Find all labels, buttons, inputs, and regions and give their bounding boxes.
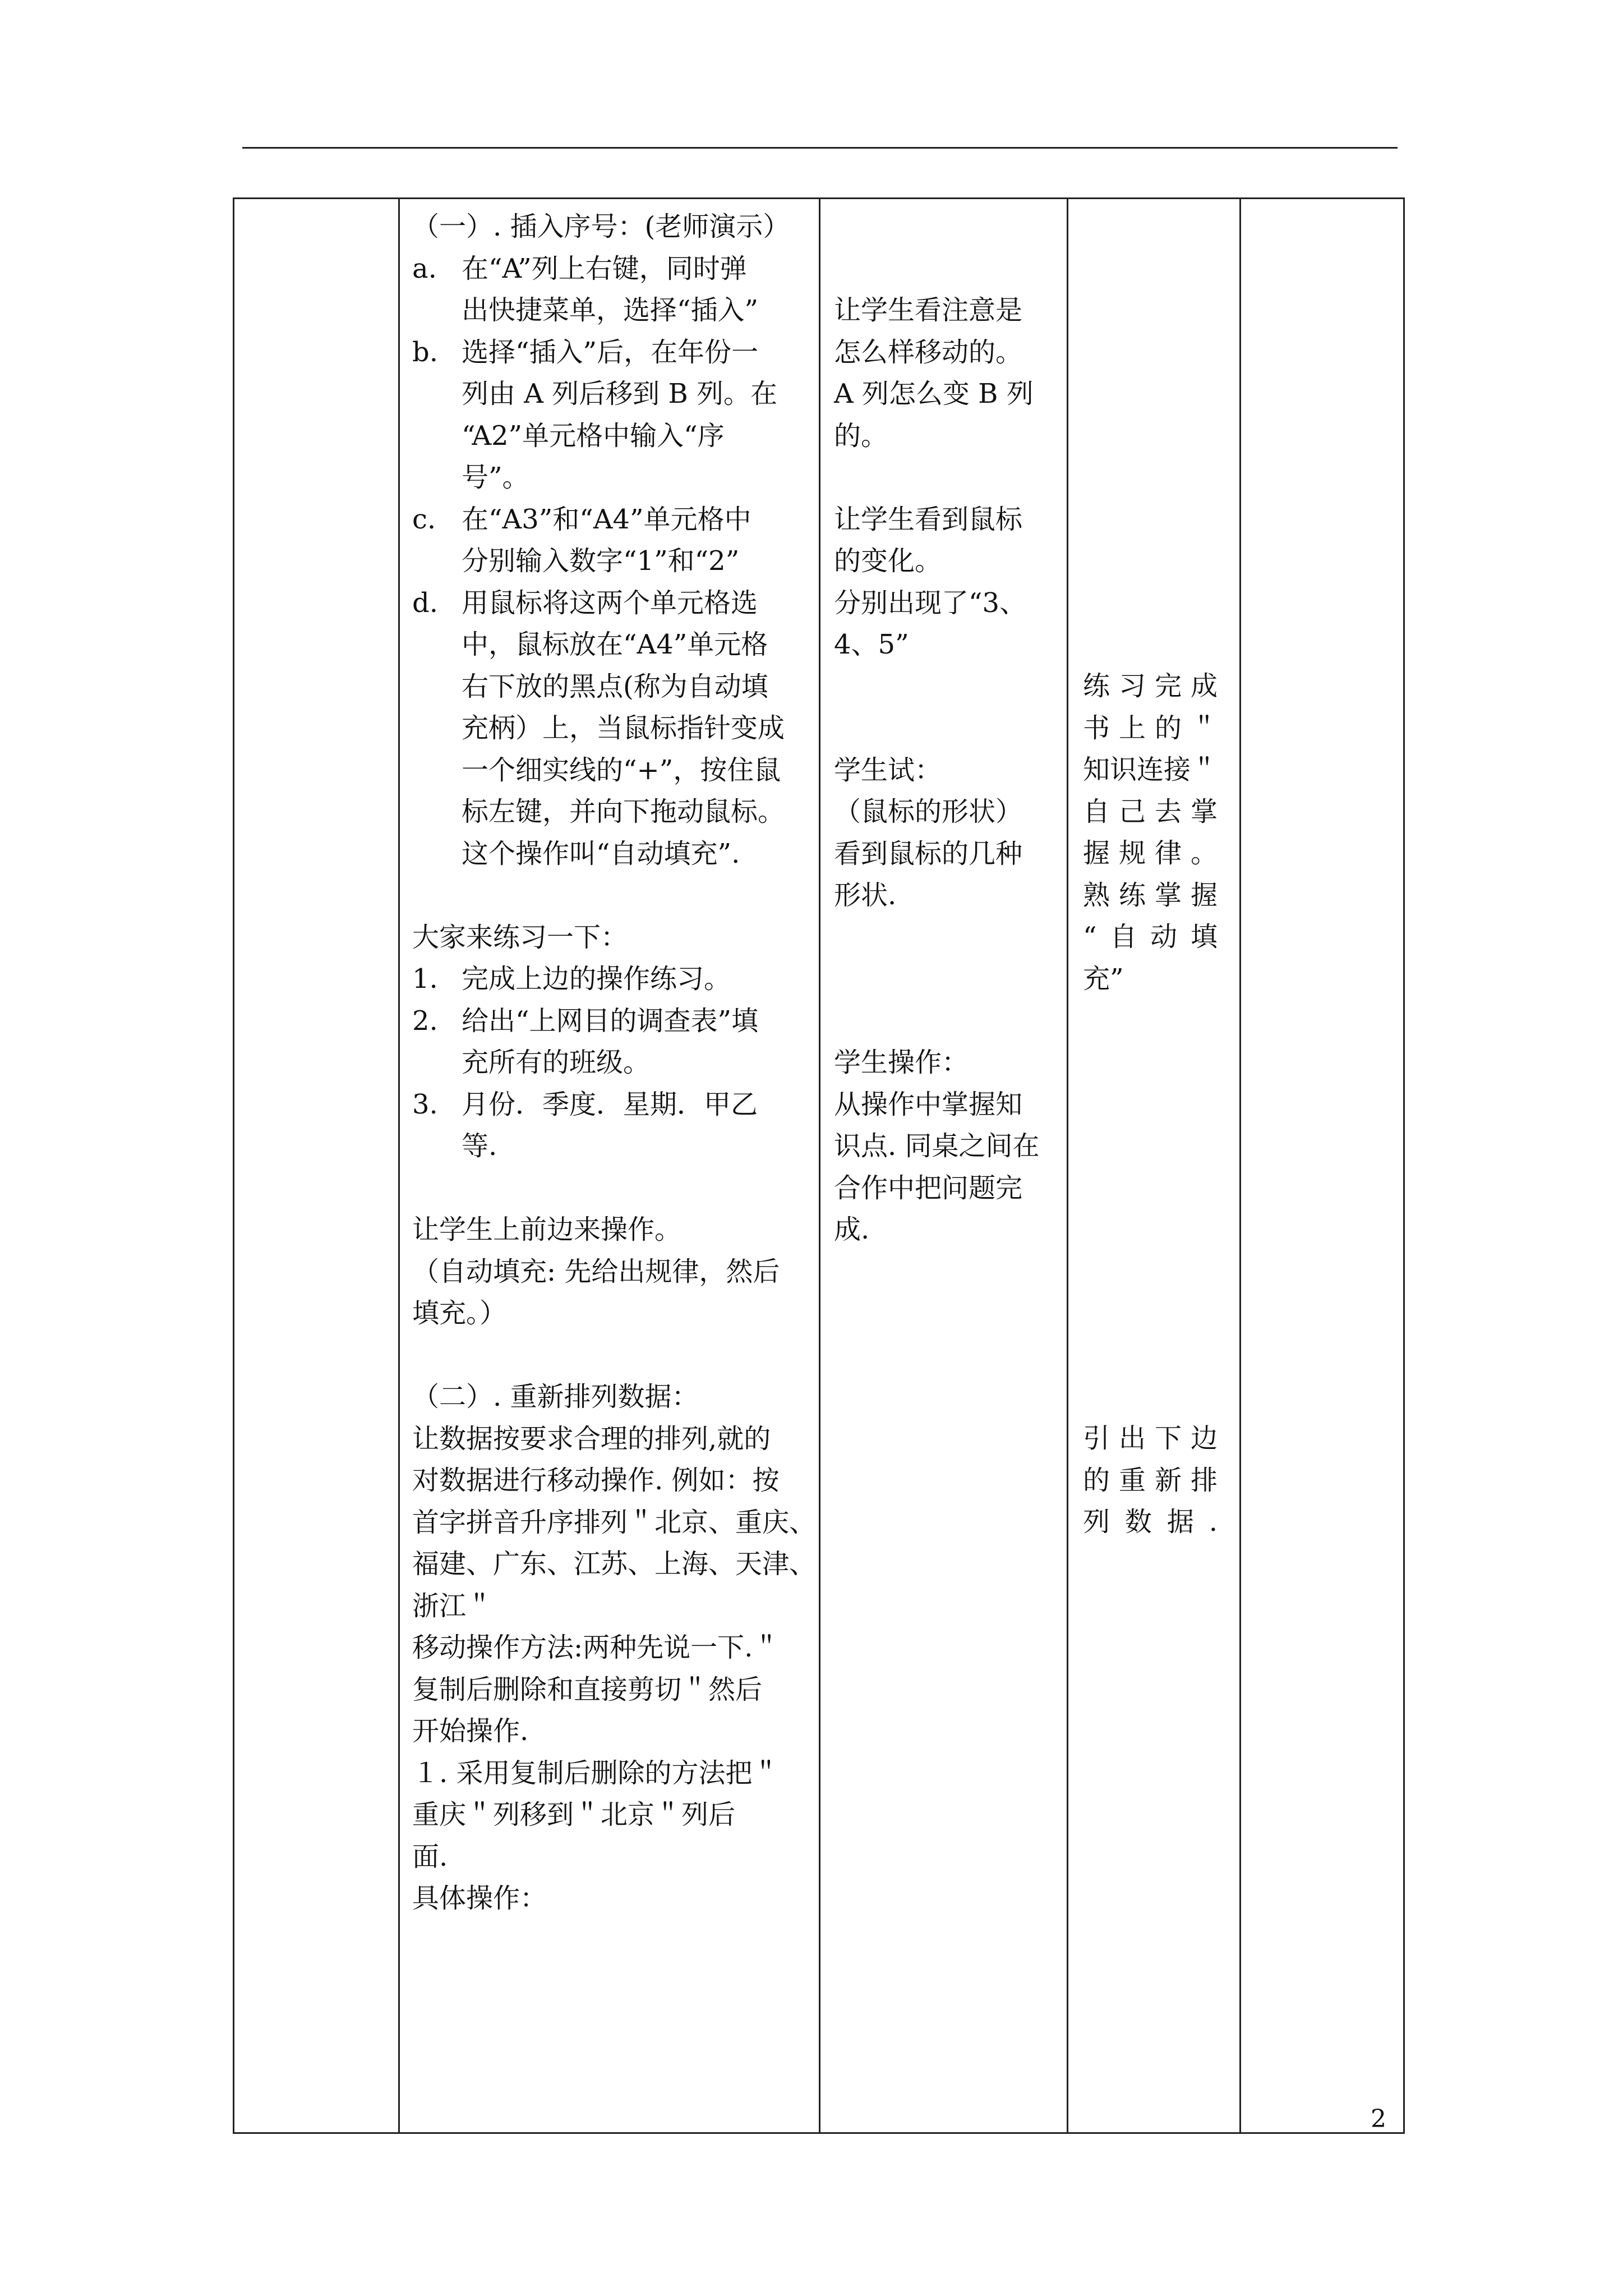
line-text: 在“A3”和“A4”单元格中: [462, 503, 751, 535]
line-text: 标左键，并向下拖动鼠标。: [462, 796, 785, 827]
content-line: [412, 1627, 805, 1669]
list-marker: b.: [412, 336, 438, 368]
content-line: [412, 540, 805, 582]
content-line: [412, 499, 805, 541]
line-text: 完成上边的操作练习。: [462, 963, 731, 995]
line-text: 具体操作：: [412, 1883, 547, 1914]
design-intent-line: [1083, 1334, 1229, 1376]
student-activity-line: 学生试：: [834, 754, 942, 786]
line-text: 开始操作.: [412, 1715, 529, 1747]
design-intent-line: 握 规 律 。: [1083, 838, 1218, 869]
line-text: 用鼠标将这两个单元格选: [462, 587, 758, 619]
student-activity-line: 识点. 同桌之间在: [834, 1130, 1040, 1162]
line-text: 号”。: [462, 462, 529, 493]
content-line: [412, 1376, 805, 1418]
line-text: （二）. 重新排列数据：: [412, 1381, 699, 1412]
line-text: （自动填充: 先给出规律，然后: [412, 1255, 780, 1287]
line-text: 在“A”列上右键，同时弹: [462, 252, 747, 284]
design-intent-line: 自 己 去 掌: [1083, 795, 1218, 827]
student-activity-line: 成.: [834, 1214, 870, 1245]
student-activity-line: 4、5”: [834, 629, 909, 660]
line-text: 首字拼音升序排列＂北京、重庆、: [412, 1506, 817, 1538]
content-line: [412, 917, 805, 959]
design-intent-line: 熟 练 掌 握: [1083, 879, 1218, 911]
table-column-design-intent: [1067, 199, 1239, 2132]
student-activity-lines: [834, 289, 1058, 1251]
design-intent-line: 引 出 下 边: [1083, 1423, 1218, 1454]
content-line: [412, 958, 805, 1000]
student-activity-line: 怎么样移动的。: [834, 336, 1023, 368]
content-line: [412, 833, 805, 875]
line-text: 充所有的班级。: [462, 1047, 651, 1078]
content-line: [412, 289, 805, 332]
design-intent-line: 的 重 新 排: [1083, 1464, 1218, 1496]
line-text: 面.: [412, 1841, 448, 1872]
student-activity-line: [834, 1000, 1058, 1042]
student-activity-line: A 列怎么变 B 列: [834, 378, 1034, 409]
table-column-teaching-content: [398, 199, 819, 2132]
line-text: 填充。）: [412, 1297, 507, 1329]
content-line: [412, 624, 805, 666]
line-text: 移动操作方法:两种先说一下.＂: [412, 1632, 780, 1663]
content-line: [412, 1752, 805, 1795]
list-marker: d.: [412, 587, 438, 619]
content-line: [412, 1878, 805, 1920]
design-intent-line: [1083, 1125, 1229, 1167]
content-line: [412, 1251, 805, 1293]
design-intent-lines: [1083, 665, 1229, 1543]
lesson-plan-table: [233, 197, 1405, 2134]
list-marker: a.: [412, 252, 437, 284]
line-text: 右下放的黑点(称为自动填: [462, 670, 768, 702]
table-column-student-activity: [819, 199, 1067, 2132]
student-activity-line: 合作中把问题完: [834, 1172, 1023, 1204]
line-text: 复制后删除和直接剪切＂然后: [412, 1673, 763, 1705]
line-text: 选择“插入”后，在年份一: [462, 336, 759, 368]
content-line: [412, 373, 805, 415]
student-activity-line: （鼠标的形状）: [834, 796, 1023, 827]
content-line: [412, 875, 805, 917]
content-line: [412, 1710, 805, 1752]
content-line: [412, 1836, 805, 1878]
design-intent-line: 书 上 的 ＂: [1083, 712, 1218, 744]
student-activity-line: 看到鼠标的几种: [834, 838, 1023, 869]
content-line: [412, 1000, 805, 1042]
line-text: 等.: [462, 1130, 497, 1162]
content-line: [412, 332, 805, 374]
table-column-empty-right: [1239, 199, 1403, 2132]
student-activity-line: 形状.: [834, 880, 897, 911]
line-text: 重庆＂列移到＂北京＂列后: [412, 1799, 736, 1830]
student-activity-line: 的。: [834, 420, 888, 452]
student-activity-line: 学生操作：: [834, 1047, 969, 1078]
line-text: 福建、广东、江苏、上海、天津、: [412, 1548, 817, 1580]
design-intent-line: 充”: [1083, 963, 1124, 995]
line-text: 中，鼠标放在“A4”单元格: [462, 629, 768, 660]
line-text: 列由 A 列后移到 B 列。在: [462, 378, 777, 409]
design-intent-line: [1083, 1000, 1229, 1042]
student-activity-line: 的变化。: [834, 545, 942, 577]
content-line: [412, 1669, 805, 1711]
line-text: 给出“上网目的调查表”填: [462, 1005, 759, 1037]
content-line: [412, 666, 805, 708]
line-text: 一个细实线的“+”，按住鼠: [462, 754, 781, 786]
student-activity-line: 从操作中掌握知: [834, 1088, 1023, 1120]
student-activity-line: [834, 457, 1058, 499]
content-line: [412, 1794, 805, 1836]
list-marker: 1.: [412, 963, 438, 995]
design-intent-line: [1083, 1167, 1229, 1209]
line-text: 分别输入数字“1”和“2”: [462, 545, 740, 577]
content-line: [412, 1543, 817, 1585]
line-text: １. 采用复制后删除的方法把＂: [412, 1757, 780, 1789]
line-text: 对数据进行移动操作. 例如：按: [412, 1465, 780, 1496]
design-intent-line: [1083, 1376, 1229, 1418]
content-line: [412, 707, 805, 749]
table-column-empty-left: [234, 199, 398, 2132]
line-text: 浙江＂: [412, 1590, 494, 1622]
list-marker: 2.: [412, 1005, 438, 1037]
line-text: 让数据按要求合理的排列,就的: [412, 1423, 771, 1455]
content-line: [412, 1167, 805, 1209]
content-line: [412, 1209, 805, 1251]
content-line: [412, 1292, 805, 1335]
design-intent-line: [1083, 1042, 1229, 1084]
student-activity-line: [834, 707, 1058, 749]
design-intent-line: [1083, 1250, 1229, 1292]
list-marker: 3.: [412, 1088, 438, 1120]
content-line: [412, 1042, 805, 1084]
line-text: 充柄）上，当鼠标指针变成: [462, 712, 785, 744]
design-intent-line: “ 自 动 填: [1083, 921, 1218, 953]
line-text: 这个操作叫“自动填充”.: [462, 838, 740, 869]
design-intent-line: [1083, 1083, 1229, 1125]
line-text: 月份．季度．星期．甲乙: [462, 1088, 758, 1120]
header-rule: [242, 147, 1398, 149]
teaching-content-lines: [412, 206, 817, 1920]
line-text: “A2”单元格中输入“序: [462, 420, 725, 452]
line-text: 大家来练习一下：: [412, 921, 628, 953]
student-activity-line: 让学生看到鼠标: [834, 503, 1023, 535]
page-number: 2: [1371, 2105, 1386, 2133]
line-text: 让学生上前边来操作。: [412, 1214, 682, 1245]
student-activity-line: [834, 917, 1058, 959]
content-line: [412, 1460, 805, 1502]
content-line: [412, 1418, 805, 1460]
student-activity-line: 让学生看注意是: [834, 295, 1023, 326]
content-line: [412, 206, 805, 248]
content-line: [412, 749, 805, 792]
content-line: [412, 1335, 805, 1377]
design-intent-line: [1083, 1209, 1229, 1251]
design-intent-line: [1083, 1292, 1229, 1335]
student-activity-line: 分别出现了“3、: [834, 587, 1027, 619]
design-intent-line: 列 数 据 .: [1083, 1506, 1218, 1538]
content-line: [412, 1084, 805, 1126]
content-line: [412, 1502, 817, 1544]
list-marker: c.: [412, 503, 436, 535]
content-line: [412, 1125, 805, 1167]
line-text: （一）. 插入序号：(老师演示）: [412, 211, 790, 242]
content-line: [412, 1585, 805, 1627]
content-line: [412, 791, 805, 833]
student-activity-line: [834, 958, 1058, 1000]
content-line: [412, 582, 805, 624]
line-text: 出快捷菜单，选择“插入”: [462, 295, 759, 326]
design-intent-line: 知 识 连 接 ＂: [1083, 754, 1218, 785]
content-line: [412, 415, 805, 457]
design-intent-line: 练 习 完 成: [1083, 670, 1218, 702]
content-line: [412, 457, 805, 499]
student-activity-line: [834, 666, 1058, 708]
content-line: [412, 248, 805, 290]
